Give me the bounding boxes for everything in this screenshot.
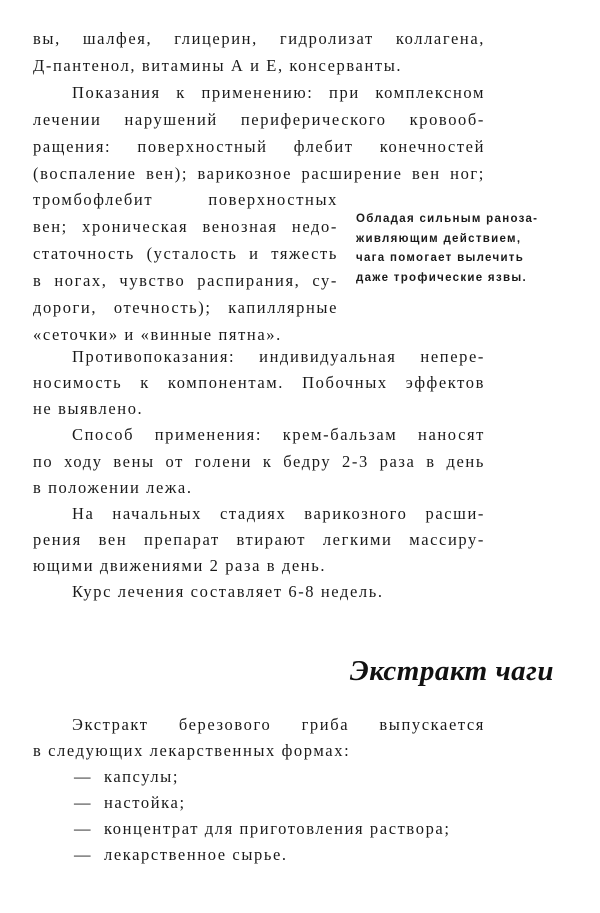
indications-line-3: ращения: поверхностный флебит конечностей [33,137,485,156]
dash-bullet: — [74,819,93,838]
ingredients-line-2: Д-пантенол, витамины А и Е, консерванты. [33,56,403,75]
dash-bullet: — [74,793,93,812]
intro-line-1: Экстракт березового гриба выпускается [72,715,485,734]
contraindications-line-3: не выявлено. [33,399,144,418]
dash-bullet: — [74,767,93,786]
intro-line-2: в следующих лекарственных формах: [33,741,351,760]
sidebar-note-line-4: даже трофические язвы. [356,271,527,284]
indications-line-2: лечении нарушений периферического кровооб- [33,110,485,129]
list-item-text: настойка; [104,793,186,812]
list-item-text: концентрат для приготовления раствора; [104,819,451,838]
list-item [74,793,186,813]
indications-line-9: дороги, отечность); капиллярные [33,298,338,317]
indications-line-5: тромбофлебит поверхностных [33,190,338,209]
early-stage-line-3: ющими движениями 2 раза в день. [33,556,327,575]
usage-line-1: Способ применения: крем-бальзам наносят [72,425,485,444]
usage-line-2: по ходу вены от голени к бедру 2-3 раза в день [33,452,485,471]
indications-line-10: «сеточки» и «винные пятна». [33,325,282,344]
dash-bullet: — [74,845,93,864]
ingredients-line-1: вы, шалфея, глицерин, гидролизат коллагена, [33,29,485,48]
indications-line-1: Показания к применению: при комплексном [72,83,485,102]
list-item-text: капсулы; [104,767,180,786]
indications-line-8: в ногах, чувство распирания, су- [33,271,338,290]
early-stage-line-1: На начальных стадиях варикозного расши- [72,504,485,523]
sidebar-note-line-3: чага помогает вылечить [356,252,525,264]
sidebar-note [356,210,566,288]
early-stage-line-2: рения вен препарат втирают легкими массиру- [33,530,485,549]
usage-line-3: в положении лежа. [33,478,193,497]
list-item [74,845,288,865]
section-heading: Экстракт чаги [349,655,554,687]
sidebar-note-line-2: живляющим действием, [356,232,522,245]
sidebar-note-line-1: Обладая сильным раноза- [356,213,539,225]
list-item-text: лекарственное сырье. [104,845,288,864]
indications-line-7: статочность (усталость и тяжесть [33,244,338,263]
list-item [74,819,451,839]
indications-line-4: (воспаление вен); варикозное расширение вен ног; [33,164,485,183]
indications-line-6: вен; хроническая венозная недо- [33,217,338,236]
list-item [74,767,179,787]
contraindications-line-2: носимость к компонентам. Побочных эффектов [33,373,485,392]
course-line: Курс лечения составляет 6-8 недель. [72,582,384,601]
contraindications-line-1: Противопоказания: индивидуальная непере- [72,347,485,366]
